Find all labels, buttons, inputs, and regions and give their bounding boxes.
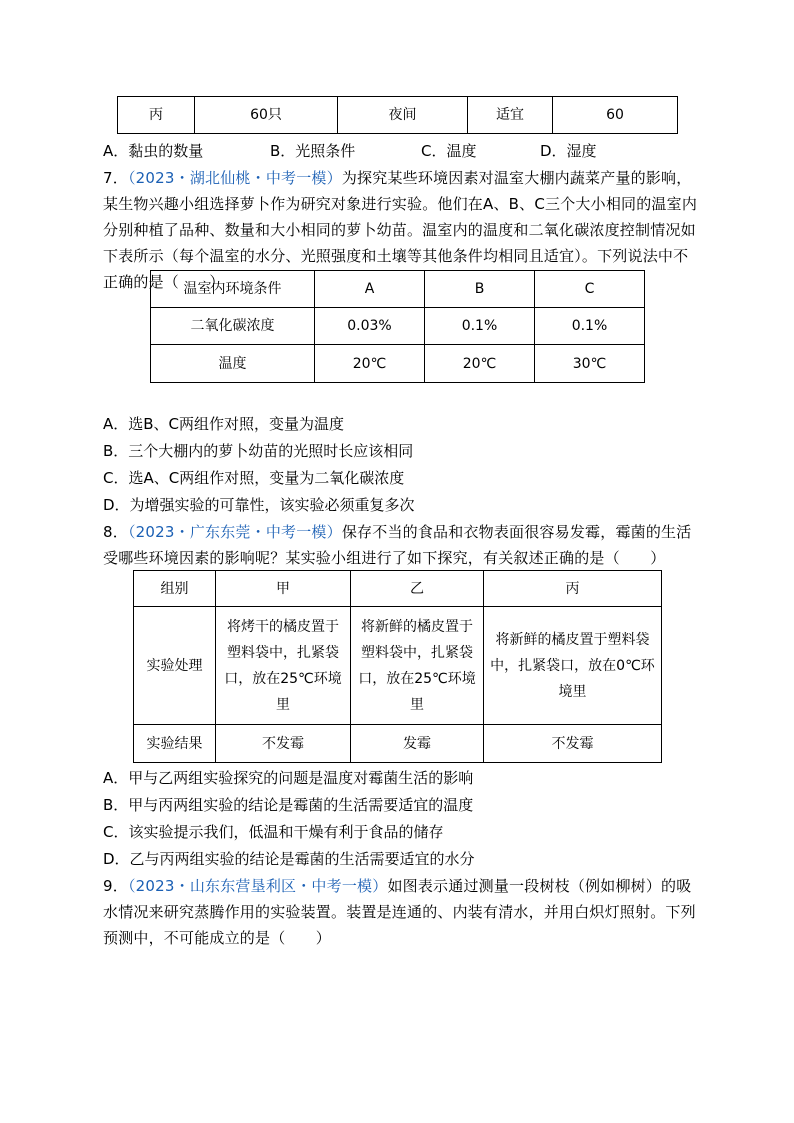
table-row — [134, 725, 662, 763]
table-cell: 0.1% — [535, 308, 645, 345]
table-cell: 丙 — [484, 571, 662, 607]
q7-table — [150, 270, 645, 383]
table-cell: 0.03% — [315, 308, 425, 345]
table-row — [134, 607, 662, 725]
q7-option-d: D．为增强实验的可靠性，该实验必须重复多次 — [103, 496, 415, 514]
table-row — [151, 271, 645, 308]
table-cell: 将烤干的橘皮置于塑料袋中，扎紧袋口，放在25℃环境里 — [216, 607, 351, 725]
table-cell: 不发霉 — [216, 725, 351, 763]
question-stem: 为探究某些环境因素对温室大棚内蔬菜产量的影响，某生物兴趣小组选择萝卜作为研究对象进行实验。他们在A、B、C三个大小相同的温室内分别种植了品种、数量和大小相同的萝卜幼苗。温室内的温度和二氧化碳浓度控制情况如下表所示（每个温室的水分、光照强度和土壤等其他条件均相同且适宜）。下列说法中不正确的是（ ） — [103, 169, 698, 291]
table-cell: A — [315, 271, 425, 308]
table-row — [151, 345, 645, 383]
option-c: C．温度 — [421, 142, 477, 160]
table-row — [151, 308, 645, 345]
question-number: 9． — [103, 877, 128, 895]
question-number: 7． — [103, 169, 128, 187]
table-cell: 实验结果 — [134, 725, 216, 763]
table-cell: 乙 — [351, 571, 484, 607]
table-cell: 甲 — [216, 571, 351, 607]
q8-option-d: D．乙与丙两组实验的结论是霉菌的生活需要适宜的水分 — [103, 850, 475, 868]
table-cell: 发霉 — [351, 725, 484, 763]
question-source: （2023・湖北仙桃・中考一模） — [127, 169, 342, 187]
question-8 — [103, 519, 703, 571]
table-cell: 不发霉 — [484, 725, 662, 763]
option-d: D．湿度 — [540, 142, 597, 160]
q7-option-b: B．三个大棚内的萝卜幼苗的光照时长应该相同 — [103, 442, 414, 460]
question-number: 8． — [103, 523, 128, 541]
question-stem: 如图表示通过测量一段树枝（例如柳树）的吸水情况来研究蒸腾作用的实验装置。装置是连通的、内装有清水，并用白炽灯照射。下列预测中，不可能成立的是（ ） — [103, 877, 696, 947]
table-cell: 丙 — [118, 97, 195, 134]
table-cell: 夜间 — [338, 97, 468, 134]
table-prev-question — [117, 96, 678, 134]
table-cell: 温室内环境条件 — [151, 271, 315, 308]
table-cell: 60只 — [195, 97, 338, 134]
table-cell: 20℃ — [425, 345, 535, 383]
question-source: （2023・山东东营垦利区・中考一模） — [127, 877, 388, 895]
table-cell: 二氧化碳浓度 — [151, 308, 315, 345]
table-cell: 20℃ — [315, 345, 425, 383]
q8-option-a: A．甲与乙两组实验探究的问题是温度对霉菌生活的影响 — [103, 769, 474, 787]
table-cell: 适宜 — [468, 97, 553, 134]
table-cell: 将新鲜的橘皮置于塑料袋中，扎紧袋口，放在25℃环境里 — [351, 607, 484, 725]
table-cell: 0.1% — [425, 308, 535, 345]
q8-option-c: C．该实验提示我们，低温和干燥有利于食品的储存 — [103, 823, 444, 841]
option-a: A．黏虫的数量 — [103, 142, 204, 160]
table-row — [118, 97, 678, 134]
table-cell: 实验处理 — [134, 607, 216, 725]
q7-option-a: A．选B、C两组作对照，变量为温度 — [103, 415, 345, 433]
question-stem: 保存不当的食品和衣物表面很容易发霉，霉菌的生活受哪些环境因素的影响呢？某实验小组进行了如下探究，有关叙述正确的是（ ） — [103, 523, 692, 567]
question-9 — [103, 873, 703, 951]
table-cell: 30℃ — [535, 345, 645, 383]
table-cell: 温度 — [151, 345, 315, 383]
q7-option-c: C．选A、C两组作对照，变量为二氧化碳浓度 — [103, 469, 405, 487]
q8-option-b: B．甲与丙两组实验的结论是霉菌的生活需要适宜的温度 — [103, 796, 474, 814]
table-row — [134, 571, 662, 607]
table-cell: 组别 — [134, 571, 216, 607]
option-b: B．光照条件 — [270, 142, 356, 160]
q8-table — [133, 570, 662, 763]
table-cell: B — [425, 271, 535, 308]
table-cell: C — [535, 271, 645, 308]
table-cell: 将新鲜的橘皮置于塑料袋中，扎紧袋口，放在0℃环境里 — [484, 607, 662, 725]
question-source: （2023・广东东莞・中考一模） — [127, 523, 342, 541]
table-cell: 60 — [553, 97, 678, 134]
